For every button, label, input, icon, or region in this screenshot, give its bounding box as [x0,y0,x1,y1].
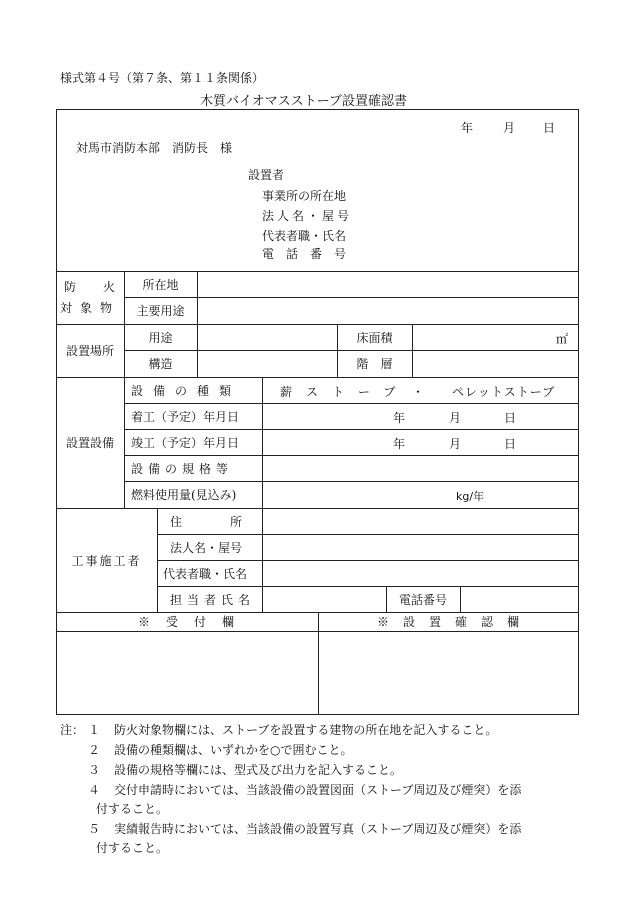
date-year: 年 [461,121,474,135]
start-date-month: 月 [449,411,462,425]
contractor-person-label: 担当者氏名 [170,592,256,607]
install-confirm-label: ※ 設 置 確 認 欄 [376,615,520,629]
fire-object-label [56,271,124,324]
contractor-person-field[interactable] [263,587,386,612]
fire-object-use-field[interactable] [198,298,578,324]
contractor-address-label: 住 所 [170,514,251,529]
fuel-usage-field[interactable] [263,482,578,508]
note-4-number: ４ [88,783,101,797]
note-3-number: ３ [88,763,101,777]
start-date-day: 日 [504,411,517,425]
install-place-label: 設置場所 [65,344,114,358]
note-2-text: 設備の種類欄は、いずれかを○で囲むこと。 [114,743,353,757]
fuel-usage-unit: kg/年 [456,490,485,503]
finish-date-day: 日 [504,437,517,451]
finish-date-year: 年 [393,437,406,451]
note-3-text: 設備の規格等欄には、型式及び出力を記入すること。 [114,763,403,777]
install-structure-field[interactable] [198,351,337,377]
note-4-text: 交付申請時においては、当該設備の設置図面（ストーブ周辺及び煙突）を添 [114,783,522,797]
form-number: 様式第４号（第７条、第１１条関係） [60,71,265,85]
start-date-label: 着工（予定）年月日 [131,409,240,424]
finish-date-label: 竣工（予定）年月日 [131,435,240,450]
contractor-company-label: 法人名・屋号 [170,540,243,555]
addressee: 対馬市消防本部 消防長 様 [76,141,233,155]
floor-area-unit: ㎡ [556,332,569,346]
fuel-usage-label: 燃料使用量(見込み) [131,488,237,502]
applicant-phone-label: 電 話 番 号 [262,247,347,261]
start-date-year: 年 [393,411,406,425]
contractor-phone-field[interactable] [461,587,578,612]
stove-type-separator: ・ [412,385,425,399]
note-2-number: ２ [88,743,101,757]
floor-level-label: 階 層 [356,357,393,371]
contractor-address-field[interactable] [263,509,578,534]
date-month: 月 [503,121,516,135]
fire-object-location-field[interactable] [198,272,578,297]
install-structure-label: 構造 [148,357,173,371]
finish-date-field[interactable] [263,430,578,455]
contractor-phone-label: 電話番号 [398,592,447,607]
install-confirm-box[interactable] [319,632,578,714]
spec-label: 設備の規格等 [131,461,234,476]
note-4-text-continued: 付すること。 [96,802,169,816]
stove-type-option-wood[interactable]: 薪ストーブ [280,385,410,399]
contractor-company-field[interactable] [263,535,578,560]
fire-object-use-label: 主要用途 [136,304,185,318]
contractor-rep-label: 代表者職・氏名 [163,566,248,581]
finish-date-month: 月 [449,437,462,451]
reception-label: ※ 受 付 欄 [137,615,236,629]
reception-box[interactable] [57,632,318,714]
start-date-field[interactable] [263,404,578,429]
applicant-heading: 設置者 [248,168,285,182]
date-day: 日 [543,121,556,135]
note-1-number: １ [88,723,101,737]
fire-object-label-line2: 対象物 [59,300,120,315]
note-5-text-continued: 付すること。 [96,841,169,855]
applicant-address-label: 事業所の所在地 [262,189,347,203]
applicant-company-label: 法人名・屋号 [262,209,353,223]
floor-area-field[interactable] [413,325,553,350]
note-1-text: 防火対象物欄には、ストーブを設置する建物の所在地を記入すること。 [114,723,498,737]
document-title: 木質バイオマスストーブ設置確認書 [200,94,407,109]
floor-area-label: 床面積 [356,330,393,345]
applicant-rep-label: 代表者職・氏名 [262,229,347,243]
contractor-rep-field[interactable] [263,561,578,586]
spec-field[interactable] [263,456,578,481]
notes-prefix: 注： [60,723,85,737]
equipment-label: 設置設備 [65,436,114,450]
equipment-type-label: 設備の種類 [131,383,242,398]
floor-level-field[interactable] [413,351,578,377]
install-use-field[interactable] [198,325,337,350]
note-5-number: ５ [88,822,101,836]
stove-type-option-pellet[interactable]: ペレットストーブ [452,385,556,399]
fire-object-location-label: 所在地 [142,277,179,292]
contractor-label: 工事施工者 [71,553,142,568]
install-use-label: 用途 [148,330,173,345]
fire-object-label-line1: 防 火 [63,279,116,294]
note-5-text: 実績報告時においては、当該設備の設置写真（ストーブ周辺及び煙突）を添 [114,822,522,836]
